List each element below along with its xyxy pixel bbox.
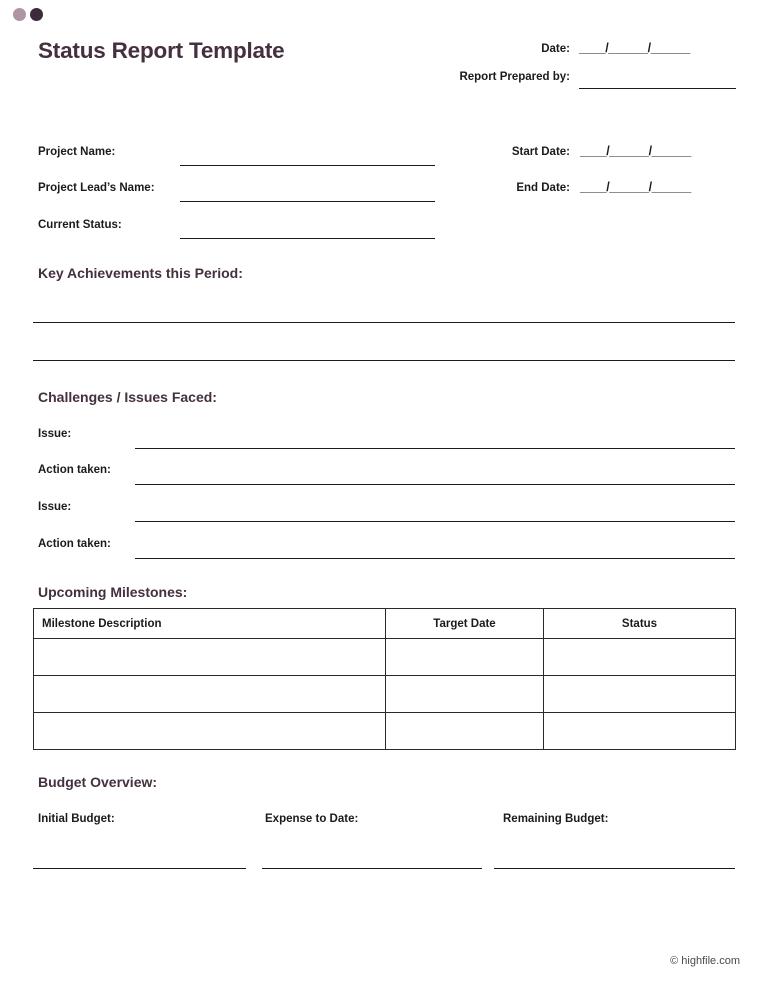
- column-header-target-date: Target Date: [386, 609, 544, 639]
- report-prepared-by-input-rule[interactable]: [579, 88, 736, 89]
- remaining-budget-input-rule[interactable]: [494, 868, 735, 869]
- column-header-status: Status: [544, 609, 736, 639]
- current-status-label: Current Status:: [38, 219, 122, 231]
- initial-budget-input-rule[interactable]: [33, 868, 246, 869]
- table-row: [34, 639, 736, 676]
- table-row: [34, 713, 736, 750]
- budget-overview-heading: Budget Overview:: [38, 774, 158, 790]
- action-taken-2-input-rule[interactable]: [135, 558, 735, 559]
- cell-target-date[interactable]: [386, 676, 544, 713]
- cell-milestone-description[interactable]: [34, 676, 386, 713]
- key-achievements-heading: Key Achievements this Period:: [38, 265, 243, 281]
- project-lead-name-input-rule[interactable]: [180, 201, 435, 202]
- start-date-field[interactable]: ____/______/______: [580, 144, 691, 158]
- date-label: Date:: [541, 43, 570, 55]
- issue-2-input-rule[interactable]: [135, 521, 735, 522]
- action-taken-2-label: Action taken:: [38, 538, 111, 550]
- end-date-field[interactable]: ____/______/______: [580, 180, 691, 194]
- issue-1-label: Issue:: [38, 428, 72, 440]
- challenges-heading: Challenges / Issues Faced:: [38, 389, 217, 405]
- expense-to-date-input-rule[interactable]: [262, 868, 482, 869]
- expense-to-date-label: Expense to Date:: [265, 813, 359, 825]
- window-dots: [13, 8, 43, 21]
- end-date-label: End Date:: [516, 182, 570, 194]
- cell-status[interactable]: [544, 713, 736, 750]
- key-achievements-line-2[interactable]: [33, 360, 735, 361]
- project-lead-name-label: Project Lead’s Name:: [38, 182, 155, 194]
- table-row: [34, 676, 736, 713]
- upcoming-milestones-heading: Upcoming Milestones:: [38, 584, 188, 600]
- issue-2-label: Issue:: [38, 501, 72, 513]
- cell-milestone-description[interactable]: [34, 713, 386, 750]
- cell-target-date[interactable]: [386, 713, 544, 750]
- column-header-milestone-description: Milestone Description: [34, 609, 386, 639]
- date-field[interactable]: ____/______/______: [579, 41, 690, 55]
- project-name-input-rule[interactable]: [180, 165, 435, 166]
- cell-target-date[interactable]: [386, 639, 544, 676]
- remaining-budget-label: Remaining Budget:: [503, 813, 609, 825]
- action-taken-1-input-rule[interactable]: [135, 484, 735, 485]
- milestones-table: [33, 608, 736, 750]
- cell-milestone-description[interactable]: [34, 639, 386, 676]
- action-taken-1-label: Action taken:: [38, 464, 111, 476]
- cell-status[interactable]: [544, 676, 736, 713]
- initial-budget-label: Initial Budget:: [38, 813, 115, 825]
- report-prepared-by-label: Report Prepared by:: [459, 71, 570, 83]
- key-achievements-line-1[interactable]: [33, 322, 735, 323]
- project-name-label: Project Name:: [38, 146, 116, 158]
- start-date-label: Start Date:: [511, 146, 570, 158]
- footer-copyright: © highfile.com: [670, 955, 740, 967]
- table-header-row: [34, 609, 736, 639]
- page-title: Status Report Template: [38, 38, 285, 63]
- current-status-input-rule[interactable]: [180, 238, 435, 239]
- dot-light-icon: [13, 8, 26, 21]
- dot-dark-icon: [30, 8, 43, 21]
- cell-status[interactable]: [544, 639, 736, 676]
- issue-1-input-rule[interactable]: [135, 448, 735, 449]
